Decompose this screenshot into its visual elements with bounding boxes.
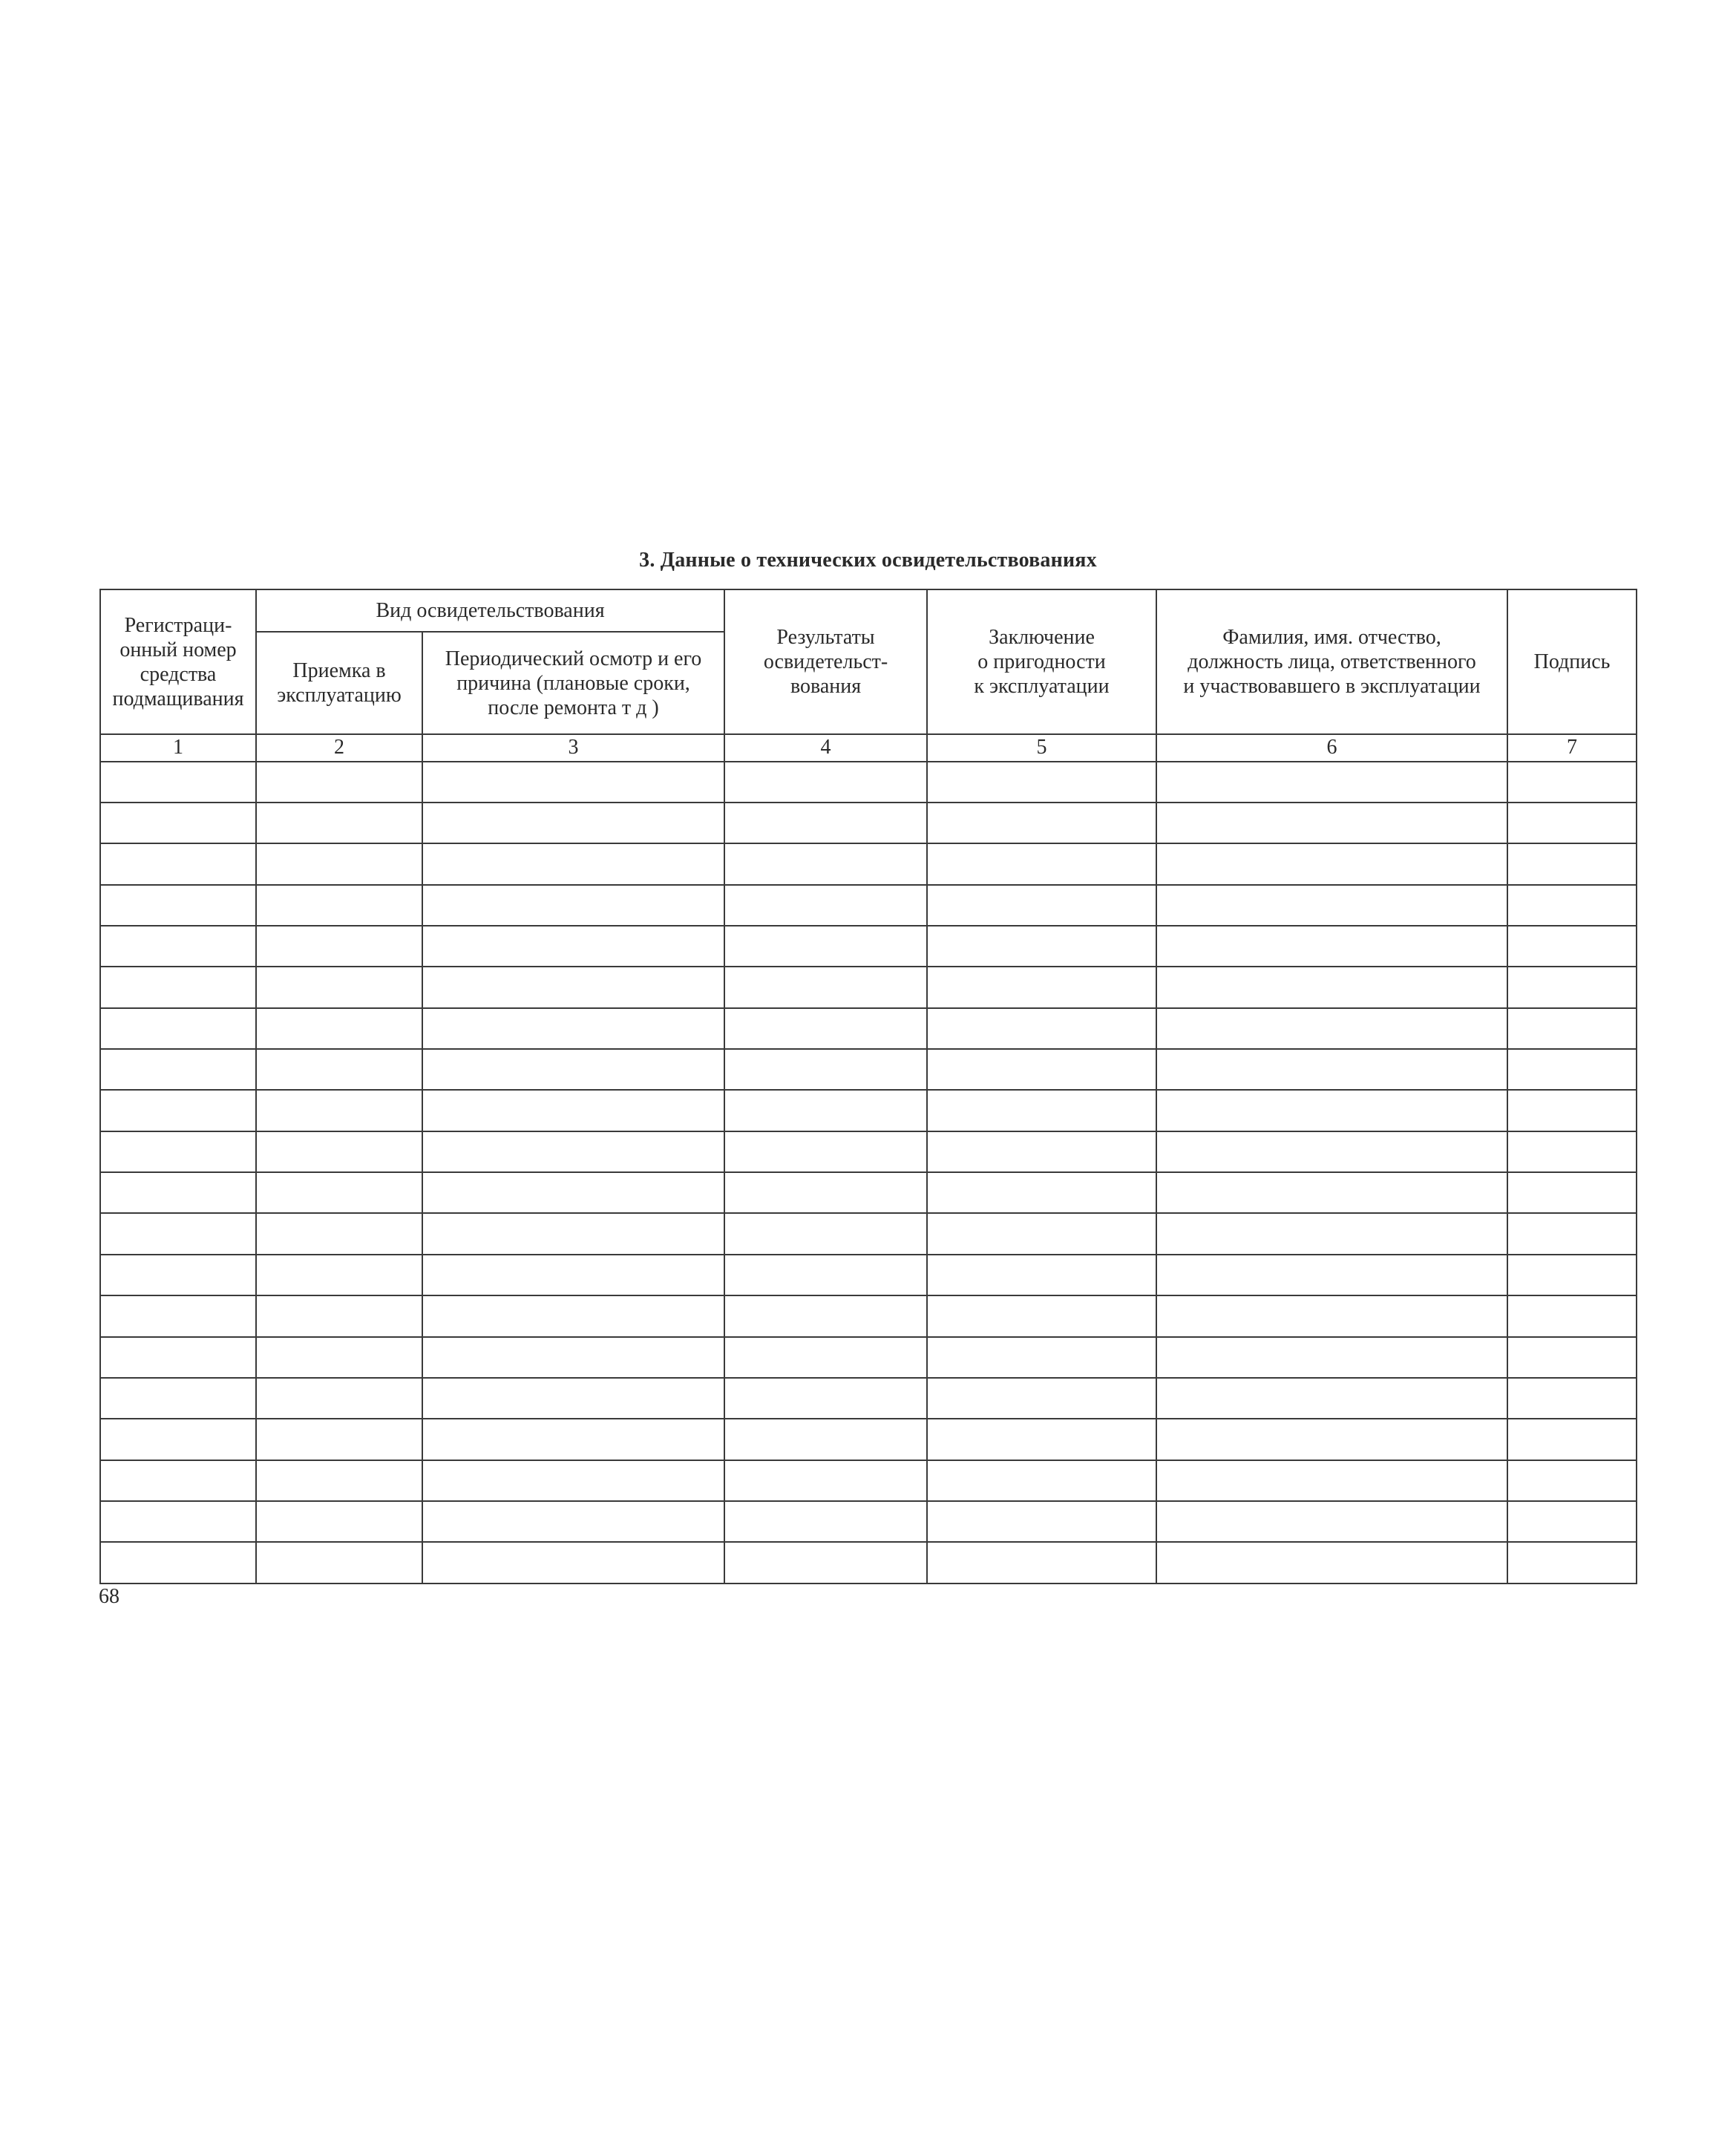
- column-number: 1: [100, 734, 256, 761]
- table-cell: [422, 1213, 724, 1254]
- table-row: [100, 1255, 1637, 1295]
- table-cell: [100, 1542, 256, 1584]
- table-cell: [1156, 1172, 1507, 1213]
- table-cell: [100, 1295, 256, 1336]
- table-cell: [256, 1172, 422, 1213]
- table-cell: [422, 1090, 724, 1131]
- table-cell: [927, 1213, 1156, 1254]
- table-cell: [1507, 803, 1637, 843]
- table-cell: [927, 1337, 1156, 1378]
- table-cell: [1507, 926, 1637, 967]
- table-cell: [422, 1049, 724, 1090]
- column-number: 6: [1156, 734, 1507, 761]
- table-cell: [724, 885, 927, 926]
- table-cell: [100, 1172, 256, 1213]
- table-cell: [1507, 1378, 1637, 1419]
- header-col-1: Регистраци- онный номер средства подмащивания: [100, 589, 256, 734]
- header-col-4: Результаты освидетельст- вования: [724, 589, 927, 734]
- inspection-table: [99, 589, 1637, 1584]
- header-col-7: Подпись: [1507, 589, 1637, 734]
- section-title: 3. Данные о технических освидетельствованиях: [639, 549, 1097, 572]
- header-col-5: Заключение о пригодности к эксплуатации: [927, 589, 1156, 734]
- column-number: 2: [256, 734, 422, 761]
- table-cell: [927, 1172, 1156, 1213]
- table-cell: [724, 803, 927, 843]
- table-cell: [724, 926, 927, 967]
- table-cell: [1507, 1337, 1637, 1378]
- table-cell: [927, 1542, 1156, 1584]
- table-cell: [256, 1049, 422, 1090]
- table-cell: [1156, 1542, 1507, 1584]
- table-cell: [927, 1378, 1156, 1419]
- table-cell: [100, 1213, 256, 1254]
- table-cell: [1507, 1131, 1637, 1172]
- table-cell: [100, 1378, 256, 1419]
- table-cell: [422, 926, 724, 967]
- table-cell: [724, 1090, 927, 1131]
- table-row: [100, 1008, 1637, 1049]
- header-col-2: Приемка в эксплуатацию: [256, 632, 422, 734]
- table-cell: [724, 1378, 927, 1419]
- table-cell: [100, 967, 256, 1007]
- table-cell: [1156, 885, 1507, 926]
- table-cell: [256, 1295, 422, 1336]
- table-row: [100, 885, 1637, 926]
- table-cell: [422, 843, 724, 884]
- table-cell: [256, 1542, 422, 1584]
- header-group-inspection-type: Вид освидетельствования: [256, 589, 724, 632]
- table-cell: [100, 843, 256, 884]
- table-cell: [724, 1008, 927, 1049]
- table-cell: [724, 1295, 927, 1336]
- table-cell: [724, 1419, 927, 1460]
- table-cell: [100, 803, 256, 843]
- table-cell: [1156, 1090, 1507, 1131]
- table-cell: [1507, 1049, 1637, 1090]
- table-cell: [724, 1049, 927, 1090]
- table-row: [100, 1501, 1637, 1542]
- table-cell: [256, 843, 422, 884]
- table-cell: [422, 1255, 724, 1295]
- table-cell: [422, 1542, 724, 1584]
- table-cell: [1156, 1049, 1507, 1090]
- table-cell: [256, 762, 422, 803]
- table-cell: [422, 1337, 724, 1378]
- table-cell: [927, 1049, 1156, 1090]
- table-cell: [724, 1255, 927, 1295]
- table-cell: [927, 762, 1156, 803]
- table-cell: [1507, 1213, 1637, 1254]
- table-cell: [100, 1008, 256, 1049]
- table-cell: [1507, 1090, 1637, 1131]
- table-cell: [1156, 1213, 1507, 1254]
- table-cell: [422, 1295, 724, 1336]
- table-cell: [100, 1460, 256, 1501]
- table-cell: [256, 803, 422, 843]
- table-row: [100, 967, 1637, 1007]
- table-cell: [100, 1419, 256, 1460]
- table-cell: [100, 1337, 256, 1378]
- table-cell: [100, 885, 256, 926]
- table-cell: [256, 1460, 422, 1501]
- table-cell: [1507, 1172, 1637, 1213]
- table-row: [100, 1337, 1637, 1378]
- table-cell: [1507, 1295, 1637, 1336]
- table-cell: [724, 1131, 927, 1172]
- header-col-6: Фамилия, имя. отчество, должность лица, ответственного и участвовавшего в эксплуатации: [1156, 589, 1507, 734]
- table-cell: [1156, 1131, 1507, 1172]
- table-cell: [422, 1419, 724, 1460]
- table-cell: [927, 1460, 1156, 1501]
- table-cell: [1156, 1337, 1507, 1378]
- table-cell: [1507, 1460, 1637, 1501]
- table-row: [100, 1295, 1637, 1336]
- header-col-3: Периодический осмотр и его причина (плановые сроки, после ремонта т д ): [422, 632, 724, 734]
- table-row: [100, 1542, 1637, 1584]
- table-cell: [1156, 967, 1507, 1007]
- table-cell: [927, 1295, 1156, 1336]
- table-cell: [422, 885, 724, 926]
- table-cell: [724, 1542, 927, 1584]
- column-number: 4: [724, 734, 927, 761]
- table-cell: [724, 1337, 927, 1378]
- table-cell: [724, 1501, 927, 1542]
- table-cell: [724, 1460, 927, 1501]
- table-cell: [1507, 1255, 1637, 1295]
- table-cell: [1156, 1008, 1507, 1049]
- table-cell: [100, 762, 256, 803]
- table-cell: [1507, 843, 1637, 884]
- table-cell: [256, 885, 422, 926]
- table-cell: [1507, 1008, 1637, 1049]
- table-cell: [256, 1501, 422, 1542]
- table-cell: [724, 967, 927, 1007]
- table-cell: [724, 762, 927, 803]
- table-row: [100, 1213, 1637, 1254]
- table-cell: [927, 1255, 1156, 1295]
- table-cell: [927, 1419, 1156, 1460]
- column-number: 5: [927, 734, 1156, 761]
- column-number: 3: [422, 734, 724, 761]
- table-cell: [256, 1008, 422, 1049]
- table-cell: [422, 1172, 724, 1213]
- table-row: [100, 926, 1637, 967]
- table-cell: [422, 803, 724, 843]
- table-cell: [422, 1378, 724, 1419]
- table-cell: [1156, 1460, 1507, 1501]
- table-cell: [927, 1131, 1156, 1172]
- table-cell: [927, 803, 1156, 843]
- table-cell: [256, 1419, 422, 1460]
- table-row: [100, 1378, 1637, 1419]
- table-cell: [927, 843, 1156, 884]
- table-cell: [422, 967, 724, 1007]
- table-cell: [724, 1172, 927, 1213]
- table-cell: [422, 1131, 724, 1172]
- table-cell: [1507, 762, 1637, 803]
- table-cell: [1156, 1501, 1507, 1542]
- table-cell: [927, 1501, 1156, 1542]
- table-cell: [927, 926, 1156, 967]
- table-cell: [1156, 926, 1507, 967]
- table-cell: [422, 1460, 724, 1501]
- table-cell: [422, 1008, 724, 1049]
- table-row: [100, 1419, 1637, 1460]
- table-cell: [1156, 1255, 1507, 1295]
- table-cell: [100, 1501, 256, 1542]
- table-cell: [100, 926, 256, 967]
- table-cell: [1507, 967, 1637, 1007]
- table-cell: [422, 762, 724, 803]
- header-row-1: [100, 589, 1637, 632]
- table-cell: [1507, 1419, 1637, 1460]
- table-cell: [927, 885, 1156, 926]
- table-cell: [422, 1501, 724, 1542]
- page-number: 68: [99, 1585, 119, 1608]
- table-cell: [256, 1213, 422, 1254]
- table-cell: [1156, 1295, 1507, 1336]
- table-row: [100, 1460, 1637, 1501]
- table-row: [100, 1172, 1637, 1213]
- table-cell: [1156, 843, 1507, 884]
- table-cell: [724, 843, 927, 884]
- table-cell: [1507, 1501, 1637, 1542]
- table-cell: [256, 1378, 422, 1419]
- table-row: [100, 803, 1637, 843]
- table-cell: [927, 967, 1156, 1007]
- table-row: [100, 1049, 1637, 1090]
- table-cell: [256, 926, 422, 967]
- table-cell: [100, 1131, 256, 1172]
- table-row: [100, 762, 1637, 803]
- table-cell: [256, 1255, 422, 1295]
- table-cell: [1156, 1378, 1507, 1419]
- table-cell: [100, 1049, 256, 1090]
- table-row: [100, 843, 1637, 884]
- table-cell: [100, 1255, 256, 1295]
- table-row: [100, 1131, 1637, 1172]
- table-row: [100, 1090, 1637, 1131]
- column-number: 7: [1507, 734, 1637, 761]
- table-cell: [724, 1213, 927, 1254]
- table-cell: [927, 1090, 1156, 1131]
- table-cell: [1156, 1419, 1507, 1460]
- table-cell: [1156, 762, 1507, 803]
- table-cell: [256, 967, 422, 1007]
- table-cell: [927, 1008, 1156, 1049]
- table-cell: [256, 1090, 422, 1131]
- table-cell: [256, 1131, 422, 1172]
- column-number-row: [100, 734, 1637, 761]
- table-cell: [1507, 885, 1637, 926]
- table-cell: [100, 1090, 256, 1131]
- table-cell: [1507, 1542, 1637, 1584]
- table-cell: [256, 1337, 422, 1378]
- table-cell: [1156, 803, 1507, 843]
